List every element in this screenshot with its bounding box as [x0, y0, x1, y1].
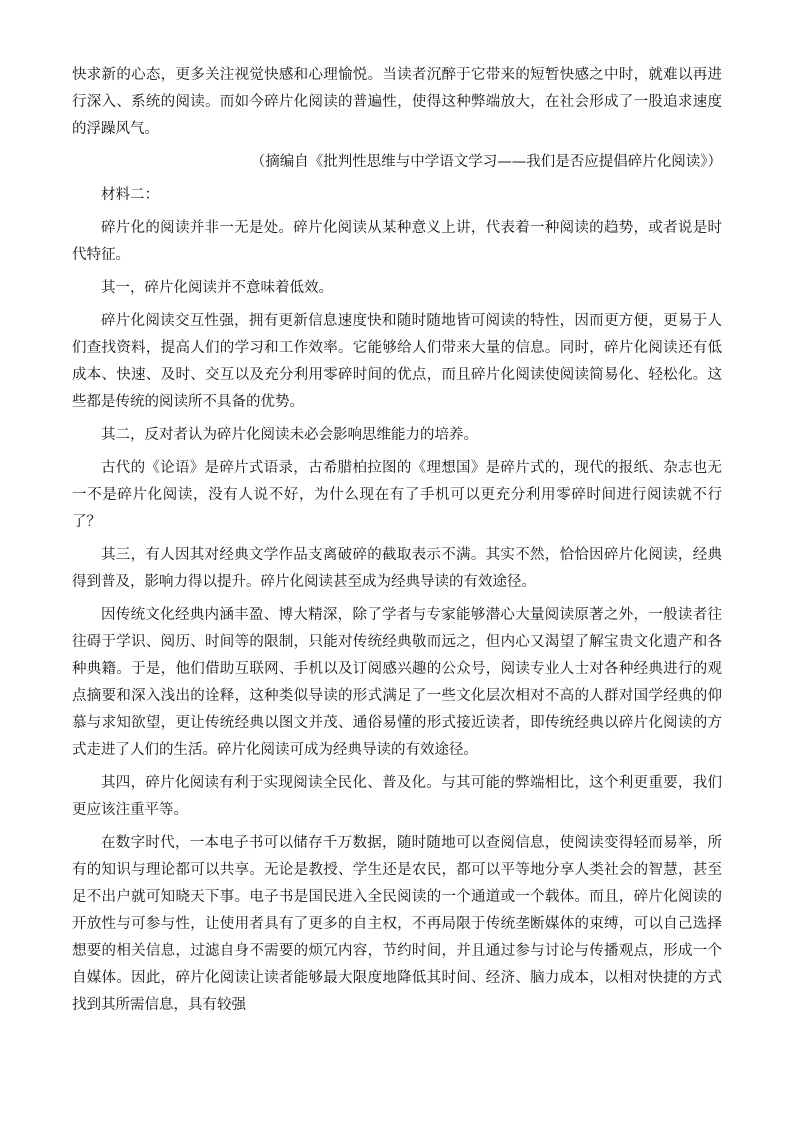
source-citation: （摘编自《批判性思维与中学语文学习——我们是否应提倡碎片化阅读》）	[250, 154, 722, 170]
paragraph: 碎片化阅读交互性强，拥有更新信息速度快和随时随地皆可阅读的特性，因而更方便，更易于人们查找资料，提高人们的学习和工作效率。它能够给人们带来大量的信息。同时，碎片化阅读还有低成本、快速、及时、交互以及充分利用零碎时间的优点，而且碎片化阅读使阅读简易化、轻松化。这些都是传统的阅读所不具备的优势。	[72, 313, 722, 410]
paragraph: 在数字时代，一本电子书可以储存千万数据，随时随地可以查阅信息，使阅读变得轻而易举，所有的知识与理论都可以共享。无论是教授、学生还是农民，都可以平等地分享人类社会的智慧，甚至足不出户就可知晓天下事。电子书是国民进入全民阅读的一个通道或一个载体。而且，碎片化阅读的开放性与可参与性，让使用者具有了更多的自主权，不再局限于传统垄断媒体的束缚，可以自己选择想要的相关信息，过滤自身不需要的烦冗内容，节约时间，并且通过参与讨论与传播观点，形成一个自媒体。因此，碎片化阅读让读者能够最大限度地降低其时间、经济、脑力成本，以相对快捷的方式找到其所需信息，具有较强	[72, 835, 722, 1013]
material-two-heading: 材料二：	[101, 187, 159, 203]
paragraph: 碎片化的阅读并非一无是处。碎片化阅读从某种意义上讲，代表着一种阅读的趋势，或者说是时代特征。	[72, 220, 722, 263]
document-page	[72, 62, 722, 1025]
point-three-paragraph: 其三，有人因其对经典文学作品支离破碎的截取表示不满。其实不然，恰恰因碎片化阅读，经典得到普及，影响力得以提升。碎片化阅读甚至成为经典导读的有效途径。	[72, 547, 722, 590]
point-four-paragraph: 其四，碎片化阅读有利于实现阅读全民化、普及化。与其可能的弊端相比，这个利更重要，我们更应该注重平等。	[72, 775, 722, 818]
paragraph: 古代的《论语》是碎片式语录，古希腊柏拉图的《理想国》是碎片式的，现代的报纸、杂志也无一不是碎片化阅读，没有人说不好，为什么现在有了手机可以更充分利用零碎时间进行阅读就不行了？	[72, 460, 722, 530]
paragraph-continuation: 快求新的心态，更多关注视觉快感和心理愉悦。当读者沉醉于它带来的短暂快感之中时，就难以再进行深入、系统的阅读。而如今碎片化阅读的普遍性，使得这种弊端放大，在社会形成了一股追求速度的浮躁风气。	[72, 67, 722, 137]
point-one-heading: 其一，碎片化阅读并不意味着低效。	[101, 280, 333, 296]
paragraph: 因传统文化经典内涵丰盈、博大精深，除了学者与专家能够潜心大量阅读原著之外，一般读者往往碍于学识、阅历、时间等的限制，只能对传统经典敬而远之，但内心又渴望了解宝贵文化遗产和各种典籍。于是，他们借助互联网、手机以及订阅感兴趣的公众号，阅读专业人士对各种经典进行的观点摘要和深入浅出的诠释，这种类似导读的形式满足了一些文化层次相对不高的人群对国学经典的仰慕与求知欲望，更让传统经典以图文并茂、通俗易懂的形式接近读者，即传统经典以碎片化阅读的方式走进了人们的生活。碎片化阅读可成为经典导读的有效途径。	[72, 607, 722, 758]
point-two-heading: 其二，反对者认为碎片化阅读未必会影响思维能力的培养。	[101, 427, 478, 443]
